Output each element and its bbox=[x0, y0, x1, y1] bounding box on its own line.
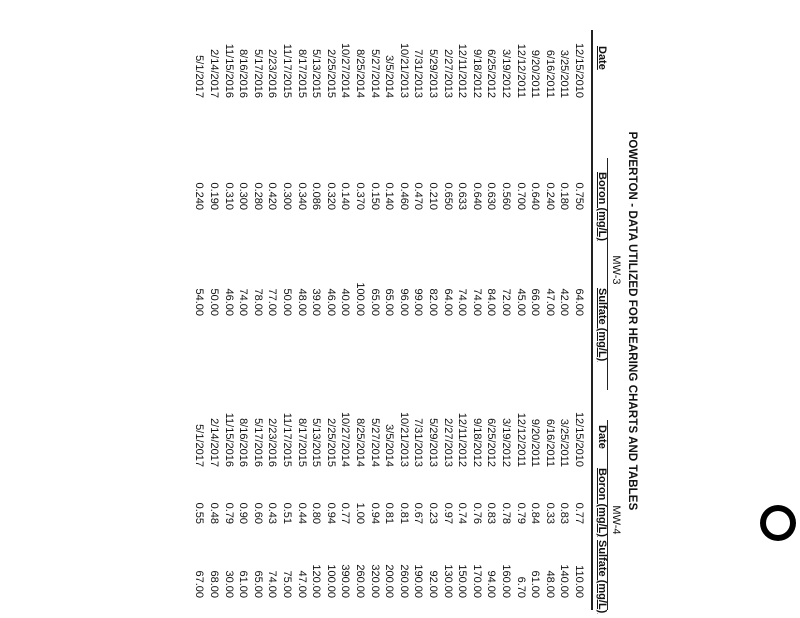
mw4-boron-cell: 0.81 bbox=[397, 502, 410, 524]
mw4-date-cell: 5/13/2015 bbox=[310, 418, 323, 467]
table-row bbox=[426, 0, 439, 618]
mw4-date-cell: 9/18/2012 bbox=[470, 418, 483, 467]
mw3-sulfate-cell: 82.00 bbox=[427, 288, 439, 316]
mw3-sulfate-cell: 65.00 bbox=[383, 288, 396, 316]
mw3-date-cell: 12/15/2010 bbox=[573, 42, 585, 98]
mw3-boron-cell: 0.650 bbox=[441, 182, 454, 210]
mw4-sulfate-cell: 6.70 bbox=[514, 576, 527, 598]
mw3-date-cell: 2/23/2016 bbox=[266, 49, 279, 98]
mw4-date-cell: 12/15/2010 bbox=[573, 411, 585, 467]
mw4-boron-cell: 0.94 bbox=[324, 502, 337, 524]
mw3-boron-cell: 0.640 bbox=[470, 182, 483, 210]
mw3-boron-cell: 0.310 bbox=[222, 182, 235, 210]
mw4-boron-cell: 0.23 bbox=[427, 502, 439, 524]
mw4-date-cell: 5/29/2013 bbox=[427, 418, 439, 467]
mw4-sulfate-cell: 47.00 bbox=[295, 570, 308, 598]
table-row bbox=[192, 0, 205, 618]
mw4-boron-cell: 0.79 bbox=[514, 502, 527, 524]
mw3-sulfate-cell: 78.00 bbox=[251, 288, 264, 316]
mw3-boron-cell: 0.370 bbox=[354, 182, 366, 210]
mw3-date-cell: 6/25/2012 bbox=[485, 49, 498, 98]
mw4-sulfate-cell: 65.00 bbox=[251, 570, 264, 598]
mw4-boron-cell: 0.60 bbox=[251, 502, 264, 524]
mw3-boron-cell: 0.190 bbox=[208, 182, 220, 210]
mw4-sulfate-cell: 61.00 bbox=[529, 570, 542, 598]
mw3-boron-cell: 0.470 bbox=[412, 182, 425, 210]
mw4-sulfate-cell: 390.00 bbox=[339, 564, 352, 598]
mw3-boron-header: Boron (mg/L) bbox=[596, 172, 608, 242]
mw3-date-cell: 12/12/2011 bbox=[514, 43, 527, 98]
mw4-date-cell: 2/25/2015 bbox=[324, 418, 337, 467]
mw3-sulfate-cell: 64.00 bbox=[573, 288, 585, 316]
mw4-boron-header: Boron (mg/L) bbox=[596, 468, 608, 538]
mw3-date-cell: 5/29/2013 bbox=[427, 49, 439, 98]
mw3-boron-cell: 0.750 bbox=[573, 182, 585, 210]
mw3-date-cell: 5/1/2017 bbox=[193, 55, 206, 98]
mw3-date-cell: 12/11/2012 bbox=[456, 43, 469, 98]
table-row bbox=[528, 0, 541, 618]
table-row bbox=[441, 0, 454, 618]
mw3-boron-cell: 0.560 bbox=[500, 182, 512, 210]
mw4-date-cell: 6/16/2011 bbox=[543, 418, 556, 467]
mw3-sulfate-cell: 65.00 bbox=[368, 288, 381, 316]
header-underline bbox=[592, 30, 594, 610]
mw3-boron-cell: 0.300 bbox=[237, 182, 250, 210]
mw4-sulfate-cell: 140.00 bbox=[558, 564, 571, 598]
mw3-sulfate-cell: 72.00 bbox=[500, 288, 512, 316]
table-row bbox=[280, 0, 293, 618]
mw3-sulfate-cell: 77.00 bbox=[266, 288, 279, 316]
table-row bbox=[251, 0, 264, 618]
mw3-date-header: Date bbox=[596, 46, 608, 70]
mw4-boron-cell: 0.55 bbox=[193, 502, 206, 524]
table-row bbox=[324, 0, 337, 618]
mw4-boron-cell: 0.79 bbox=[222, 502, 235, 524]
mw3-date-cell: 8/16/2016 bbox=[237, 49, 250, 98]
table-row bbox=[470, 0, 483, 618]
table-row bbox=[397, 0, 410, 618]
mw4-date-cell: 7/31/2013 bbox=[412, 418, 425, 467]
mw3-sulfate-cell: 74.00 bbox=[456, 288, 469, 316]
mw3-sulfate-cell: 100.00 bbox=[354, 282, 366, 316]
mw4-date-cell: 12/12/2011 bbox=[514, 412, 527, 467]
table-row bbox=[338, 0, 351, 618]
mw3-boron-cell: 0.700 bbox=[514, 182, 527, 210]
mw3-date-cell: 5/13/2015 bbox=[310, 49, 323, 98]
mw3-boron-cell: 0.240 bbox=[543, 182, 556, 210]
mw3-date-cell: 10/27/2014 bbox=[339, 42, 352, 98]
black-circle-mark bbox=[760, 505, 796, 541]
mw4-boron-cell: 0.90 bbox=[237, 502, 250, 524]
mw3-boron-cell: 0.460 bbox=[397, 182, 410, 210]
mw4-sulfate-cell: 48.00 bbox=[543, 570, 556, 598]
mw3-boron-cell: 0.180 bbox=[558, 182, 571, 210]
mw4-boron-cell: 0.77 bbox=[339, 502, 352, 524]
mw4-sulfate-cell: 110.00 bbox=[573, 565, 585, 598]
mw3-date-cell: 11/17/2015 bbox=[281, 43, 293, 98]
mw4-sulfate-cell: 92.00 bbox=[427, 570, 439, 598]
mw4-sulfate-cell: 94.00 bbox=[485, 570, 498, 598]
table-row bbox=[382, 0, 395, 618]
mw4-boron-cell: 0.67 bbox=[412, 502, 425, 524]
mw3-sulfate-cell: 40.00 bbox=[339, 288, 352, 316]
mw4-date-cell: 9/20/2011 bbox=[529, 418, 542, 467]
mw4-date-cell: 5/27/2014 bbox=[368, 418, 381, 467]
mw3-sulfate-header: Sulfate (mg/L) bbox=[596, 288, 608, 362]
mw4-sulfate-cell: 320.00 bbox=[368, 564, 381, 598]
table-row bbox=[309, 0, 322, 618]
table-row bbox=[557, 0, 570, 618]
mw3-boron-cell: 0.210 bbox=[427, 182, 439, 210]
mw4-sulfate-cell: 160.00 bbox=[500, 564, 512, 598]
mw3-date-cell: 11/15/2016 bbox=[222, 43, 235, 98]
mw4-boron-cell: 0.97 bbox=[441, 502, 454, 524]
mw3-sulfate-cell: 46.00 bbox=[324, 288, 337, 316]
table-row bbox=[368, 0, 381, 618]
mw4-boron-cell: 0.33 bbox=[543, 502, 556, 524]
mw4-date-header: Date bbox=[596, 425, 608, 449]
well-label-mw4: MW-4 bbox=[610, 505, 622, 535]
mw4-sulfate-cell: 30.00 bbox=[222, 570, 235, 598]
mw4-boron-cell: 0.44 bbox=[295, 502, 308, 524]
mw3-date-cell: 3/19/2012 bbox=[500, 49, 512, 98]
table-row bbox=[265, 0, 278, 618]
mw4-date-cell: 8/16/2016 bbox=[237, 418, 250, 467]
mw3-boron-cell: 0.140 bbox=[383, 182, 396, 210]
table-row bbox=[295, 0, 308, 618]
mw3-sulfate-cell: 48.00 bbox=[295, 288, 308, 316]
mw3-sulfate-cell: 84.00 bbox=[485, 288, 498, 316]
mw4-boron-cell: 0.74 bbox=[456, 502, 469, 524]
mw4-date-cell: 8/25/2014 bbox=[354, 418, 366, 467]
mw4-boron-cell: 0.77 bbox=[573, 502, 585, 524]
mw4-boron-cell: 1.00 bbox=[354, 502, 366, 524]
mw3-date-cell: 8/17/2015 bbox=[295, 49, 308, 98]
mw3-boron-cell: 0.140 bbox=[339, 182, 352, 210]
mw3-sulfate-cell: 64.00 bbox=[441, 288, 454, 316]
mw3-boron-cell: 0.300 bbox=[281, 182, 293, 210]
mw4-boron-cell: 0.43 bbox=[266, 502, 279, 524]
table-row bbox=[222, 0, 235, 618]
mw4-boron-cell: 0.84 bbox=[529, 502, 542, 524]
mw3-date-cell: 2/27/2013 bbox=[441, 49, 454, 98]
mw4-date-cell: 3/19/2012 bbox=[500, 418, 512, 467]
mw3-sulfate-cell: 54.00 bbox=[193, 288, 206, 316]
table-row bbox=[455, 0, 468, 618]
mw4-date-cell: 10/21/2013 bbox=[397, 411, 410, 467]
mw3-boron-cell: 0.340 bbox=[295, 182, 308, 210]
mw3-boron-cell: 0.320 bbox=[324, 182, 337, 210]
mw3-date-cell: 2/14/2017 bbox=[208, 49, 220, 98]
mw4-boron-cell: 0.48 bbox=[208, 502, 220, 524]
mw4-sulfate-cell: 68.00 bbox=[208, 570, 220, 598]
mw4-date-cell: 5/17/2016 bbox=[251, 418, 264, 467]
mw4-date-cell: 2/27/2013 bbox=[441, 418, 454, 467]
mw3-sulfate-cell: 66.00 bbox=[529, 288, 542, 316]
mw3-sulfate-cell: 47.00 bbox=[543, 288, 556, 316]
mw4-date-cell: 12/11/2012 bbox=[456, 412, 469, 467]
mw3-sulfate-cell: 50.00 bbox=[281, 288, 293, 316]
mw4-sulfate-cell: 61.00 bbox=[237, 570, 250, 598]
mw3-date-cell: 3/5/2014 bbox=[383, 55, 396, 98]
table-row bbox=[543, 0, 556, 618]
mw3-sulfate-cell: 39.00 bbox=[310, 288, 323, 316]
mw4-date-cell: 2/23/2016 bbox=[266, 418, 279, 467]
mw3-date-cell: 3/25/2011 bbox=[558, 49, 571, 98]
table-row bbox=[514, 0, 527, 618]
mw4-sulfate-cell: 130.00 bbox=[441, 564, 454, 598]
table-row bbox=[572, 0, 585, 618]
mw4-sulfate-cell: 260.00 bbox=[397, 564, 410, 598]
mw4-date-cell: 11/15/2016 bbox=[222, 412, 235, 467]
mw4-sulfate-cell: 67.00 bbox=[193, 570, 206, 598]
mw3-boron-cell: 0.240 bbox=[193, 182, 206, 210]
mw3-date-cell: 9/18/2012 bbox=[470, 49, 483, 98]
mw4-sulfate-cell: 120.00 bbox=[310, 564, 323, 598]
table-row bbox=[207, 0, 220, 618]
table-row bbox=[236, 0, 249, 618]
mw3-boron-cell: 0.086 bbox=[310, 182, 323, 210]
mw3-date-cell: 5/27/2014 bbox=[368, 49, 381, 98]
mw4-sulfate-cell: 200.00 bbox=[383, 564, 396, 598]
mw3-sulfate-cell: 74.00 bbox=[470, 288, 483, 316]
document-title: POWERTON - DATA UTILIZED FOR HEARING CHARTS AND TABLES bbox=[626, 131, 638, 511]
mw4-boron-cell: 0.80 bbox=[310, 502, 323, 524]
mw4-boron-cell: 0.81 bbox=[383, 502, 396, 524]
mw3-boron-cell: 0.150 bbox=[368, 182, 381, 210]
table-row bbox=[499, 0, 512, 618]
mw4-date-cell: 3/5/2014 bbox=[383, 424, 396, 467]
mw4-sulfate-cell: 74.00 bbox=[266, 570, 279, 598]
mw4-sulfate-cell: 100.00 bbox=[324, 564, 337, 598]
table-row bbox=[353, 0, 366, 618]
mw4-sulfate-cell: 190.00 bbox=[412, 564, 425, 598]
mw3-date-cell: 2/25/2015 bbox=[324, 49, 337, 98]
table-row bbox=[411, 0, 424, 618]
mw4-sulfate-cell: 170.00 bbox=[470, 564, 483, 598]
mw3-boron-cell: 0.640 bbox=[529, 182, 542, 210]
mw4-boron-cell: 0.51 bbox=[281, 502, 293, 524]
mw3-date-cell: 10/21/2013 bbox=[397, 42, 410, 98]
mw3-boron-cell: 0.420 bbox=[266, 182, 279, 210]
mw3-sulfate-cell: 96.00 bbox=[397, 288, 410, 316]
mw4-date-cell: 10/27/2014 bbox=[339, 411, 352, 467]
mw3-sulfate-cell: 45.00 bbox=[514, 288, 527, 316]
mw3-sulfate-cell: 50.00 bbox=[208, 288, 220, 316]
mw3-date-cell: 6/16/2011 bbox=[543, 49, 556, 98]
mw4-boron-cell: 0.76 bbox=[470, 502, 483, 524]
mw3-date-cell: 7/31/2013 bbox=[412, 49, 425, 98]
mw3-boron-cell: 0.633 bbox=[456, 182, 469, 210]
mw3-sulfate-cell: 99.00 bbox=[412, 288, 425, 316]
mw3-boron-cell: 0.280 bbox=[251, 182, 264, 210]
mw4-date-cell: 3/25/2011 bbox=[558, 418, 571, 467]
mw4-sulfate-cell: 150.00 bbox=[456, 564, 469, 598]
table-row bbox=[484, 0, 497, 618]
mw4-sulfate-cell: 75.00 bbox=[281, 570, 293, 598]
mw3-date-cell: 9/20/2011 bbox=[529, 49, 542, 98]
mw4-date-cell: 6/25/2012 bbox=[485, 418, 498, 467]
mw3-sulfate-cell: 42.00 bbox=[558, 288, 571, 316]
mw4-date-cell: 2/14/2017 bbox=[208, 418, 220, 467]
mw3-date-cell: 5/17/2016 bbox=[251, 49, 264, 98]
mw3-sulfate-cell: 74.00 bbox=[237, 288, 250, 316]
mw4-date-cell: 11/17/2015 bbox=[281, 412, 293, 467]
circle-inner bbox=[766, 511, 790, 535]
mw4-date-cell: 5/1/2017 bbox=[193, 424, 206, 467]
mw3-date-cell: 8/25/2014 bbox=[354, 49, 366, 98]
mw4-boron-cell: 0.78 bbox=[500, 502, 512, 524]
mw3-boron-cell: 0.630 bbox=[485, 182, 498, 210]
mw3-sulfate-cell: 46.00 bbox=[222, 288, 235, 316]
mw4-boron-cell: 0.83 bbox=[558, 502, 571, 524]
mw4-sulfate-header: Sulfate (mg/L) bbox=[596, 540, 608, 614]
well-label-mw3: MW-3 bbox=[610, 255, 622, 285]
mw4-sulfate-cell: 260.00 bbox=[354, 564, 366, 598]
mw4-date-cell: 8/17/2015 bbox=[295, 418, 308, 467]
mw4-boron-cell: 0.94 bbox=[368, 502, 381, 524]
mw4-boron-cell: 0.83 bbox=[485, 502, 498, 524]
